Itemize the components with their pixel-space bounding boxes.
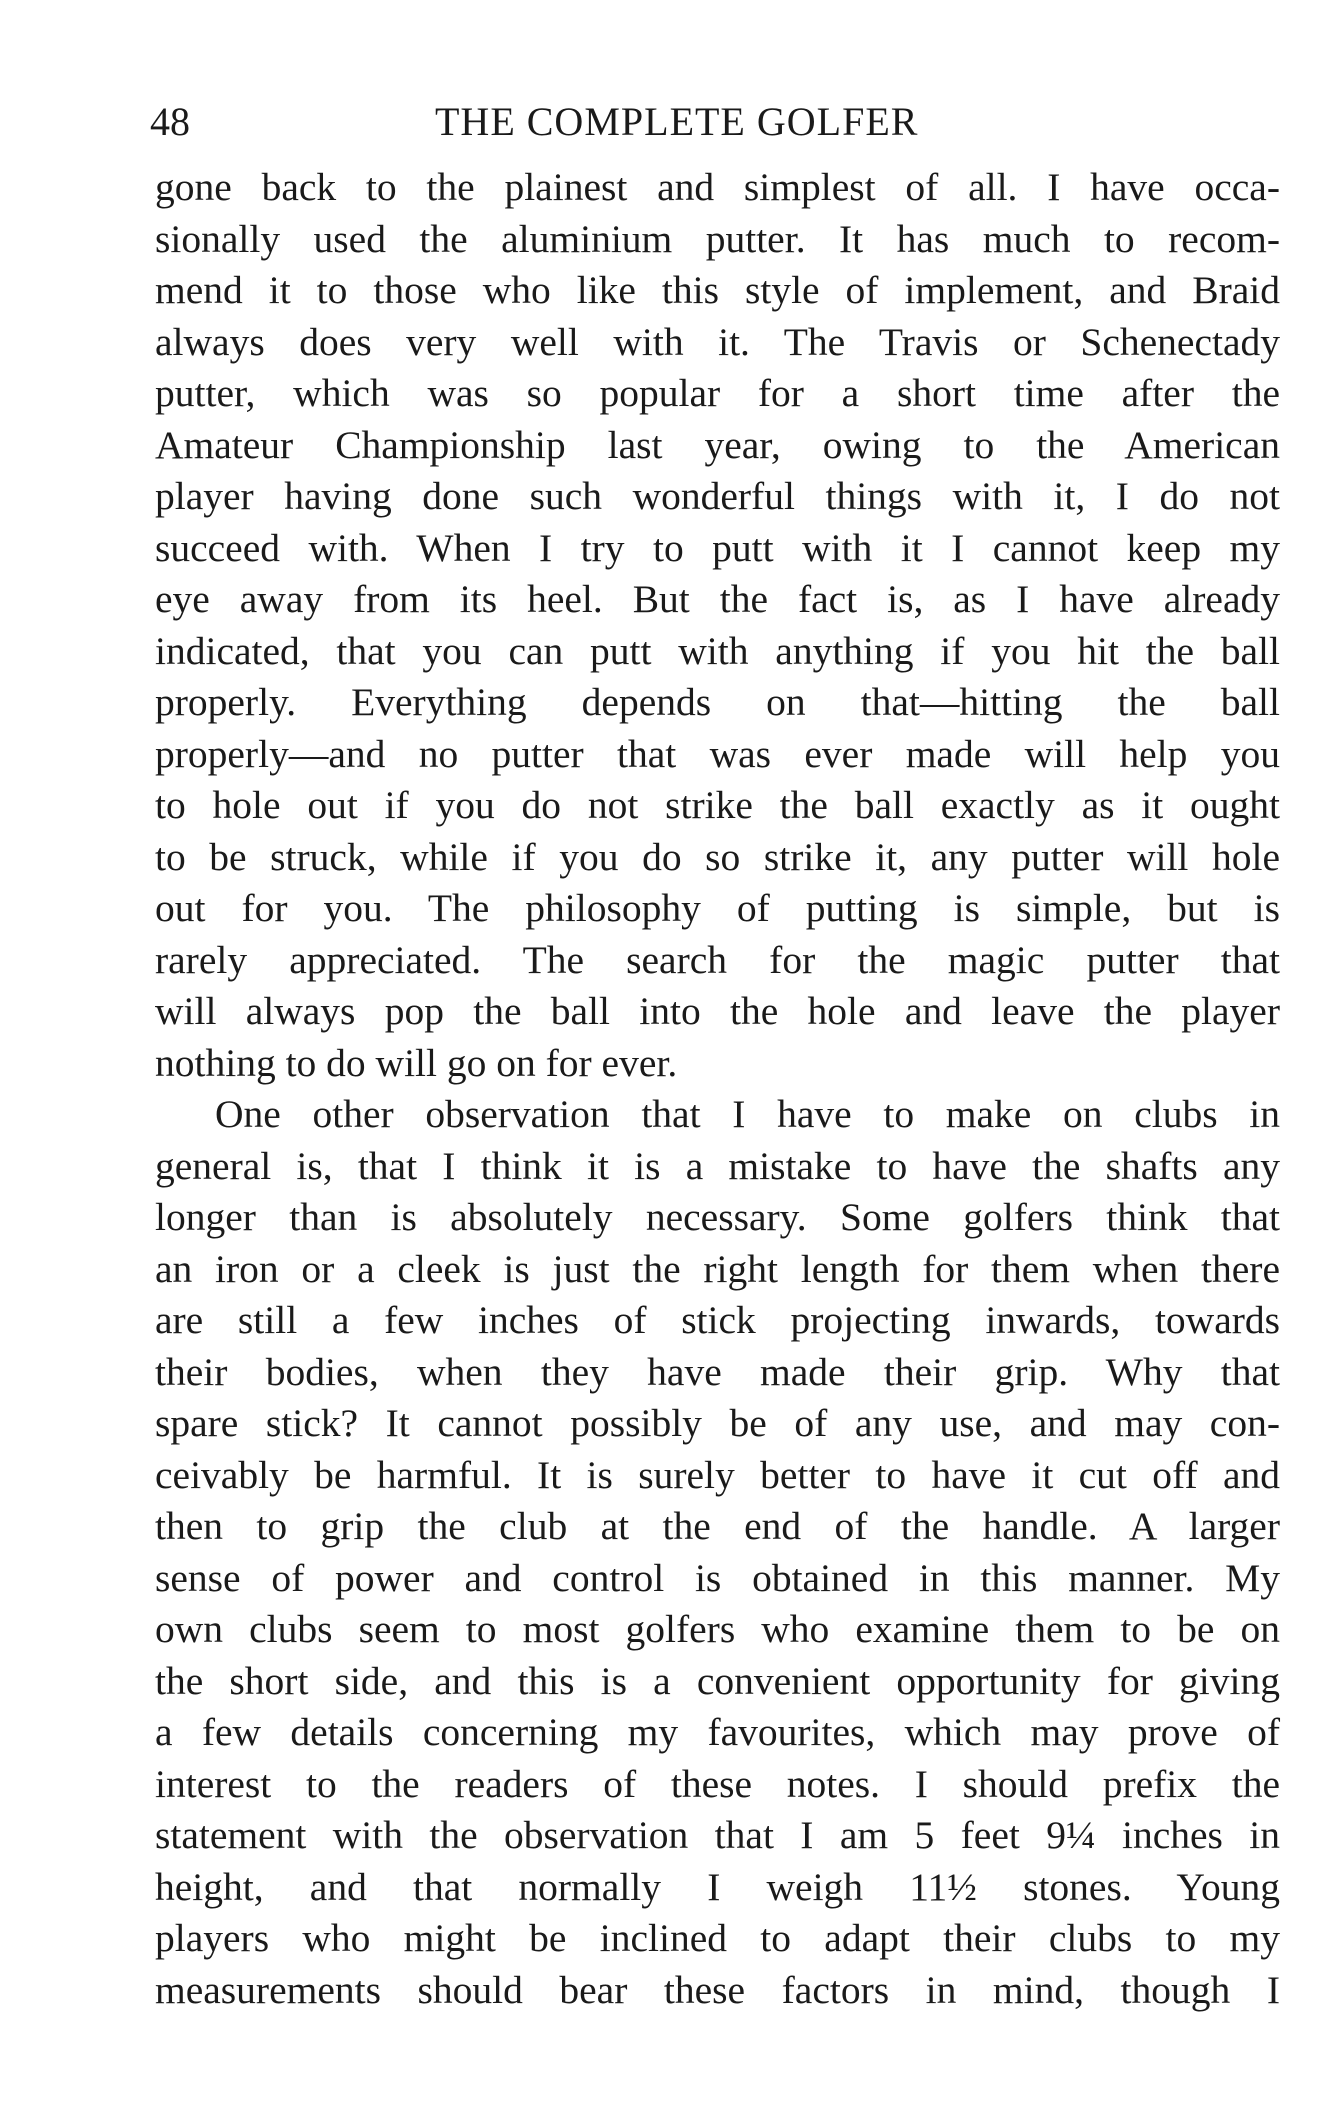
text-line: will always pop the ball into the hole and leave the player (155, 989, 1280, 1033)
text-line: indicated, that you can putt with anything if you hit the ball (155, 628, 1280, 673)
text-line: to hole out if you do not strike the ball exactly as it ought (155, 783, 1280, 827)
text-line: One other observation that I have to make on clubs in (215, 1092, 1280, 1136)
text-line: the short side, and this is a convenient opportunity for giving (155, 1658, 1280, 1703)
text-line: longer than is absolutely necessary. Some golfers think that (155, 1195, 1280, 1239)
text-line: are still a few inches of stick projecting inwards, towards (155, 1298, 1280, 1342)
text-line: interest to the readers of these notes. I should prefix the (155, 1761, 1280, 1806)
running-title: THE COMPLETE GOLFER (435, 99, 919, 144)
text-line: a few details concerning my favourites, which may prove of (155, 1710, 1280, 1754)
text-line: ceivably be harmful. It is surely better to have it cut off and (155, 1452, 1280, 1497)
text-line: sense of power and control is obtained in this manner. My (155, 1555, 1280, 1600)
page-header (150, 92, 1280, 152)
text-line: players who might be inclined to adapt their clubs to my (155, 1916, 1280, 1960)
page-number: 48 (150, 99, 190, 144)
text-line: rarely appreciated. The search for the magic putter that (155, 937, 1280, 982)
text-line: own clubs seem to most golfers who examine them to be on (155, 1607, 1280, 1651)
text-line: their bodies, when they have made their grip. Why that (155, 1349, 1280, 1394)
text-line: mend it to those who like this style of implement, and Braid (155, 268, 1280, 312)
text-line: then to grip the club at the end of the handle. A larger (155, 1504, 1280, 1548)
text-line: player having done such wonderful things with it, I do not (155, 474, 1280, 518)
text-line: putter, which was so popular for a short time after the (155, 371, 1280, 415)
text-line: an iron or a cleek is just the right length for them when there (155, 1246, 1280, 1291)
text-line: out for you. The philosophy of putting is simple, but is (155, 886, 1280, 930)
paragraph (155, 162, 1280, 1089)
text-line: properly—and no putter that was ever made will help you (155, 731, 1280, 776)
text-line: gone back to the plainest and simplest of all. I have occa- (155, 165, 1280, 209)
text-line: height, and that normally I weigh 11½ stones. Young (155, 1864, 1280, 1909)
text-line: always does very well with it. The Travis or Schenectady (155, 319, 1280, 364)
text-line: properly. Everything depends on that—hitting the ball (155, 680, 1280, 724)
paragraph (155, 1089, 1280, 2016)
text-line: spare stick? It cannot possibly be of any use, and may con- (155, 1401, 1280, 1445)
text-line: eye away from its heel. But the fact is, as I have already (155, 577, 1280, 621)
text-line: measurements should bear these factors in mind, though I (155, 1967, 1280, 2012)
text-line: Amateur Championship last year, owing to the American (155, 422, 1280, 467)
text-line: to be struck, while if you do so strike it, any putter will hole (155, 834, 1280, 879)
body-text (155, 162, 1280, 2016)
text-line: statement with the observation that I am 5 feet 9¼ inches in (155, 1813, 1280, 1857)
text-line: nothing to do will go on for ever. (155, 1040, 678, 1085)
text-line: general is, that I think it is a mistake to have the shafts any (155, 1143, 1280, 1188)
text-line: sionally used the aluminium putter. It has much to recom- (155, 216, 1280, 261)
text-line: succeed with. When I try to putt with it I cannot keep my (155, 525, 1280, 570)
